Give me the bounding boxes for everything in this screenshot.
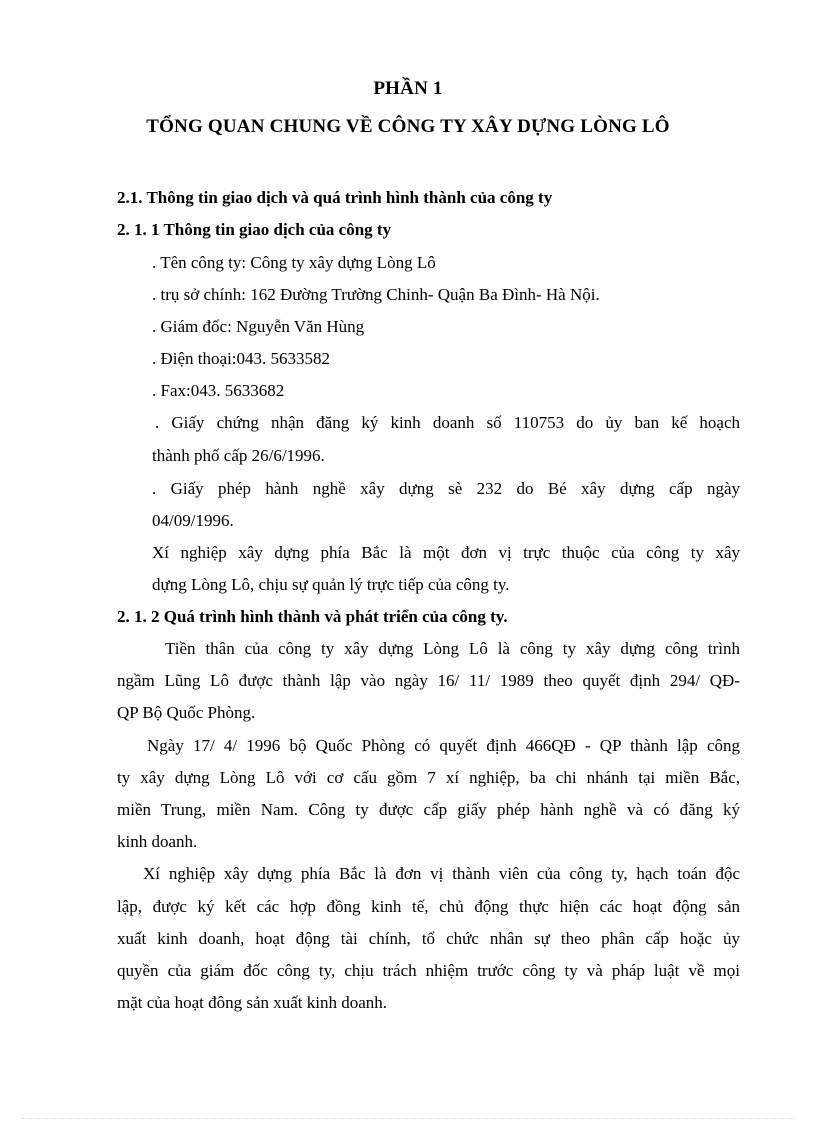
para1-line-1: Tiền thân của công ty xây dựng Lòng Lô là công ty xây dựng công trình xyxy=(165,639,740,658)
para3-line-4: quyền của giám đốc công ty, chịu trách nhiệm trước công ty và pháp luật về mọi xyxy=(117,961,740,980)
para1-line-2: ngầm Lũng Lô được thành lập vào ngày 16/ 11/ 1989 theo quyết định 294/ QĐ- xyxy=(117,671,740,690)
para2-line-1: Ngày 17/ 4/ 1996 bộ Quốc Phòng có quyết định 466QĐ - QP thành lập công xyxy=(147,736,740,755)
para2-line-3: miền Trung, miền Nam. Công ty được cấp giấy phép hành nghề và có đăng ký xyxy=(117,800,740,819)
unit-line-2: dựng Lòng Lô, chịu sự quản lý trực tiếp của công ty. xyxy=(152,575,510,594)
para2-line-4: kinh doanh. xyxy=(117,832,198,851)
para3-line-5: mặt của hoạt đông sản xuất kinh doanh. xyxy=(117,993,388,1012)
para2-line-2: ty xây dựng Lòng Lô với cơ cấu gồm 7 xí nghiệp, ba chi nhánh tại miền Bắc, xyxy=(117,768,740,787)
chapter-title: TỔNG QUAN CHUNG VỀ CÔNG TY XÂY DỰNG LÒNG LÔ xyxy=(146,116,670,137)
para3-line-2: lập, được ký kết các hợp đồng kinh tế, chủ động thực hiện các hoạt động sản xyxy=(117,897,740,916)
company-name-line: . Tên công ty: Công ty xây dựng Lòng Lô xyxy=(152,253,436,272)
director-line: . Giám đốc: Nguyễn Văn Hùng xyxy=(152,317,365,336)
para1-line-3: QP Bộ Quốc Phòng. xyxy=(117,703,256,722)
address-line: . trụ sở chính: 162 Đường Trường Chinh- Quận Ba Đình- Hà Nội. xyxy=(152,285,600,304)
para3-line-1: Xí nghiệp xây dựng phía Bắc là đơn vị thành viên của công ty, hạch toán độc xyxy=(143,864,740,883)
fax-line: . Fax:043. 5633682 xyxy=(152,381,285,400)
section-2-1-heading: 2.1. Thông tin giao dịch và quá trình hình thành của công ty xyxy=(117,188,553,207)
section-2-1-1-heading: 2. 1. 1 Thông tin giao dịch của công ty xyxy=(117,220,392,239)
license-line-2: thành phố cấp 26/6/1996. xyxy=(152,446,325,465)
unit-line-1: Xí nghiệp xây dựng phía Bắc là một đơn vị trực thuộc của công ty xây xyxy=(152,543,740,562)
footer-divider xyxy=(22,1118,794,1119)
section-2-1-2-heading: 2. 1. 2 Quá trình hình thành và phát triển của công ty. xyxy=(117,607,508,626)
permit-line-1: . Giấy phép hành nghề xây dựng sè 232 do Bé xây dựng cấp ngày xyxy=(152,479,740,498)
para3-line-3: xuất kinh doanh, hoạt động tài chính, tổ chức nhân sự theo phân cấp hoặc ủy xyxy=(117,929,740,948)
license-line-1: . Giấy chứng nhận đăng ký kinh doanh số 110753 do ủy ban kế hoạch xyxy=(155,413,740,432)
part-heading: PHẦN 1 xyxy=(373,78,443,99)
permit-line-2: 04/09/1996. xyxy=(152,511,234,530)
phone-line: . Điện thoại:043. 5633582 xyxy=(152,349,331,368)
